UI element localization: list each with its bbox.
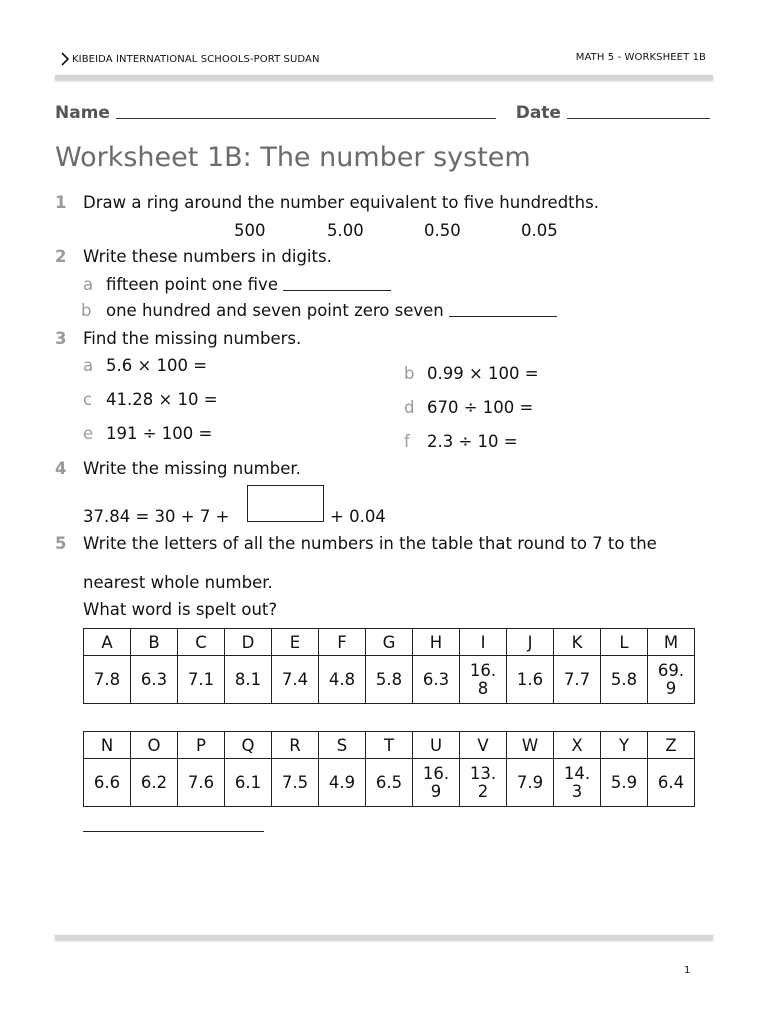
table-value-cell xyxy=(131,656,178,704)
table-value-text: 6.1 xyxy=(234,772,262,792)
course-label: MATH 5 - WORKSHEET 1B xyxy=(575,52,706,63)
option-5-00[interactable]: 5.00 xyxy=(327,221,364,240)
question-3c-text: 41.28 × 10 = xyxy=(106,390,218,409)
question-number: 3 xyxy=(55,329,67,348)
question-number: 4 xyxy=(55,459,67,478)
values-row xyxy=(84,759,695,807)
table-value-cell xyxy=(413,759,460,807)
table-value-text: 7.7 xyxy=(563,669,591,689)
letters-row xyxy=(84,629,695,656)
name-blank[interactable] xyxy=(116,103,496,119)
question-4-text: Write the missing number. xyxy=(83,459,301,478)
part-letter: a xyxy=(83,356,94,375)
table-value-cell xyxy=(648,759,695,807)
table-value-cell xyxy=(413,656,460,704)
table-letter-cell: I xyxy=(460,629,507,656)
table-value-cell xyxy=(225,759,272,807)
equation-right: + 0.04 xyxy=(330,507,386,526)
question-number: 2 xyxy=(55,247,67,266)
table-value-cell xyxy=(319,759,366,807)
table-value-cell xyxy=(366,656,413,704)
table-value-text: 7.6 xyxy=(187,772,215,792)
table-value-text: 6.5 xyxy=(375,772,403,792)
table-letter-cell: P xyxy=(178,732,225,759)
table-value-text: 13. xyxy=(469,763,497,783)
date-label: Date xyxy=(515,103,561,123)
table-letter-cell: T xyxy=(366,732,413,759)
option-500[interactable]: 500 xyxy=(234,221,266,240)
page-number: 1 xyxy=(684,965,691,976)
rounding-table-1 xyxy=(83,628,695,704)
table-value-cell xyxy=(84,656,131,704)
table-value-text: 9 xyxy=(665,678,677,698)
answer-blank[interactable] xyxy=(449,303,557,317)
table-value-cell xyxy=(507,759,554,807)
question-3b-text: 0.99 × 100 = xyxy=(427,364,539,383)
table-value-text: 6.3 xyxy=(422,669,450,689)
table-letter-cell: X xyxy=(554,732,601,759)
table-value-cell xyxy=(366,759,413,807)
part-letter: a xyxy=(83,275,94,294)
table-value-text: 7.4 xyxy=(281,669,309,689)
table-letter-cell: A xyxy=(84,629,131,656)
table-value-cell xyxy=(272,759,319,807)
values-row xyxy=(84,656,695,704)
table-value-text: 16. xyxy=(422,763,450,783)
table-letter-cell: Z xyxy=(648,732,695,759)
question-3f-text: 2.3 ÷ 10 = xyxy=(427,432,518,451)
table-value-cell xyxy=(225,656,272,704)
table-value-text: 5.8 xyxy=(375,669,403,689)
part-letter: f xyxy=(404,432,410,451)
date-blank[interactable] xyxy=(567,103,710,119)
name-date-line xyxy=(55,103,710,123)
letters-row xyxy=(84,732,695,759)
table-value-text: 7.8 xyxy=(93,669,121,689)
header-left xyxy=(60,52,320,66)
table-value-text: 6.2 xyxy=(140,772,168,792)
table-letter-cell: D xyxy=(225,629,272,656)
equation-left: 37.84 = 30 + 7 + xyxy=(83,507,230,526)
table-value-text: 7.9 xyxy=(516,772,544,792)
table-value-cell xyxy=(460,656,507,704)
table-letter-cell: L xyxy=(601,629,648,656)
table-letter-cell: F xyxy=(319,629,366,656)
question-2a-text: fifteen point one five xyxy=(106,275,278,294)
table-value-text: 7.5 xyxy=(281,772,309,792)
table-letter-cell: G xyxy=(366,629,413,656)
table-letter-cell: E xyxy=(272,629,319,656)
question-2-text: Write these numbers in digits. xyxy=(83,247,332,266)
table-value-text: 3 xyxy=(571,781,583,801)
word-answer-blank[interactable] xyxy=(83,831,264,832)
question-2b-text: one hundred and seven point zero seven xyxy=(106,301,444,320)
name-label: Name xyxy=(55,103,110,123)
question-3d-text: 670 ÷ 100 = xyxy=(427,398,534,417)
part-letter: d xyxy=(404,398,415,417)
question-number: 1 xyxy=(55,193,67,212)
table-letter-cell: W xyxy=(507,732,554,759)
table-value-text: 6.6 xyxy=(93,772,121,792)
table-value-text: 1.6 xyxy=(516,669,544,689)
table-value-text: 7.1 xyxy=(187,669,215,689)
table-value-text: 16. xyxy=(469,660,497,680)
question-5-text-line-2: nearest whole number. xyxy=(83,573,273,592)
table-value-text: 6.3 xyxy=(140,669,168,689)
school-name: KIBEIDA INTERNATIONAL SCHOOLS-PORT SUDAN xyxy=(72,53,320,65)
table-value-cell xyxy=(601,656,648,704)
part-letter: e xyxy=(83,424,94,443)
table-value-text: 69. xyxy=(657,660,685,680)
table-value-text: 6.4 xyxy=(657,772,685,792)
table-letter-cell: S xyxy=(319,732,366,759)
table-value-text: 14. xyxy=(563,763,591,783)
question-number: 5 xyxy=(55,534,67,553)
question-3e-text: 191 ÷ 100 = xyxy=(106,424,213,443)
table-letter-cell: Y xyxy=(601,732,648,759)
table-value-text: 8.1 xyxy=(234,669,262,689)
table-letter-cell: Q xyxy=(225,732,272,759)
table-letter-cell: N xyxy=(84,732,131,759)
footer-divider xyxy=(55,935,713,940)
table-letter-cell: V xyxy=(460,732,507,759)
question-2a xyxy=(106,275,391,294)
table-value-cell xyxy=(131,759,178,807)
chevron-right-icon xyxy=(60,52,70,66)
table-letter-cell: R xyxy=(272,732,319,759)
table-value-cell xyxy=(554,759,601,807)
table-value-cell xyxy=(460,759,507,807)
option-0-50[interactable]: 0.50 xyxy=(424,221,461,240)
table-value-cell xyxy=(507,656,554,704)
table-value-cell xyxy=(554,656,601,704)
missing-number-box[interactable] xyxy=(247,485,324,522)
table-letter-cell: J xyxy=(507,629,554,656)
table-value-cell xyxy=(178,759,225,807)
table-value-text: 9 xyxy=(430,781,442,801)
table-letter-cell: O xyxy=(131,732,178,759)
table-letter-cell: U xyxy=(413,732,460,759)
table-letter-cell: H xyxy=(413,629,460,656)
table-value-cell xyxy=(272,656,319,704)
question-5-text-line-1: Write the letters of all the numbers in the table that round to 7 to the xyxy=(83,534,657,553)
worksheet-title: Worksheet 1B: The number system xyxy=(55,142,531,173)
question-3a-text: 5.6 × 100 = xyxy=(106,356,208,375)
table-value-cell xyxy=(319,656,366,704)
part-letter: b xyxy=(81,301,92,320)
table-value-text: 5.8 xyxy=(610,669,638,689)
header-divider xyxy=(55,75,713,80)
table-value-cell xyxy=(178,656,225,704)
table-letter-cell: M xyxy=(648,629,695,656)
part-letter: b xyxy=(404,364,415,383)
page-header xyxy=(60,52,706,68)
question-3-text: Find the missing numbers. xyxy=(83,329,302,348)
table-value-text: 2 xyxy=(477,781,489,801)
question-1-text: Draw a ring around the number equivalent to five hundredths. xyxy=(83,193,599,212)
rounding-table-2 xyxy=(83,731,695,807)
option-0-05[interactable]: 0.05 xyxy=(521,221,558,240)
question-5-text-line-3: What word is spelt out? xyxy=(83,600,278,619)
question-2b xyxy=(106,301,557,320)
table-letter-cell: K xyxy=(554,629,601,656)
table-value-text: 5.9 xyxy=(610,772,638,792)
table-value-text: 4.9 xyxy=(328,772,356,792)
answer-blank[interactable] xyxy=(283,277,391,291)
table-value-cell xyxy=(648,656,695,704)
table-value-cell xyxy=(84,759,131,807)
part-letter: c xyxy=(83,390,93,409)
table-value-text: 4.8 xyxy=(328,669,356,689)
table-value-cell xyxy=(601,759,648,807)
table-value-text: 8 xyxy=(477,678,489,698)
table-letter-cell: C xyxy=(178,629,225,656)
table-letter-cell: B xyxy=(131,629,178,656)
